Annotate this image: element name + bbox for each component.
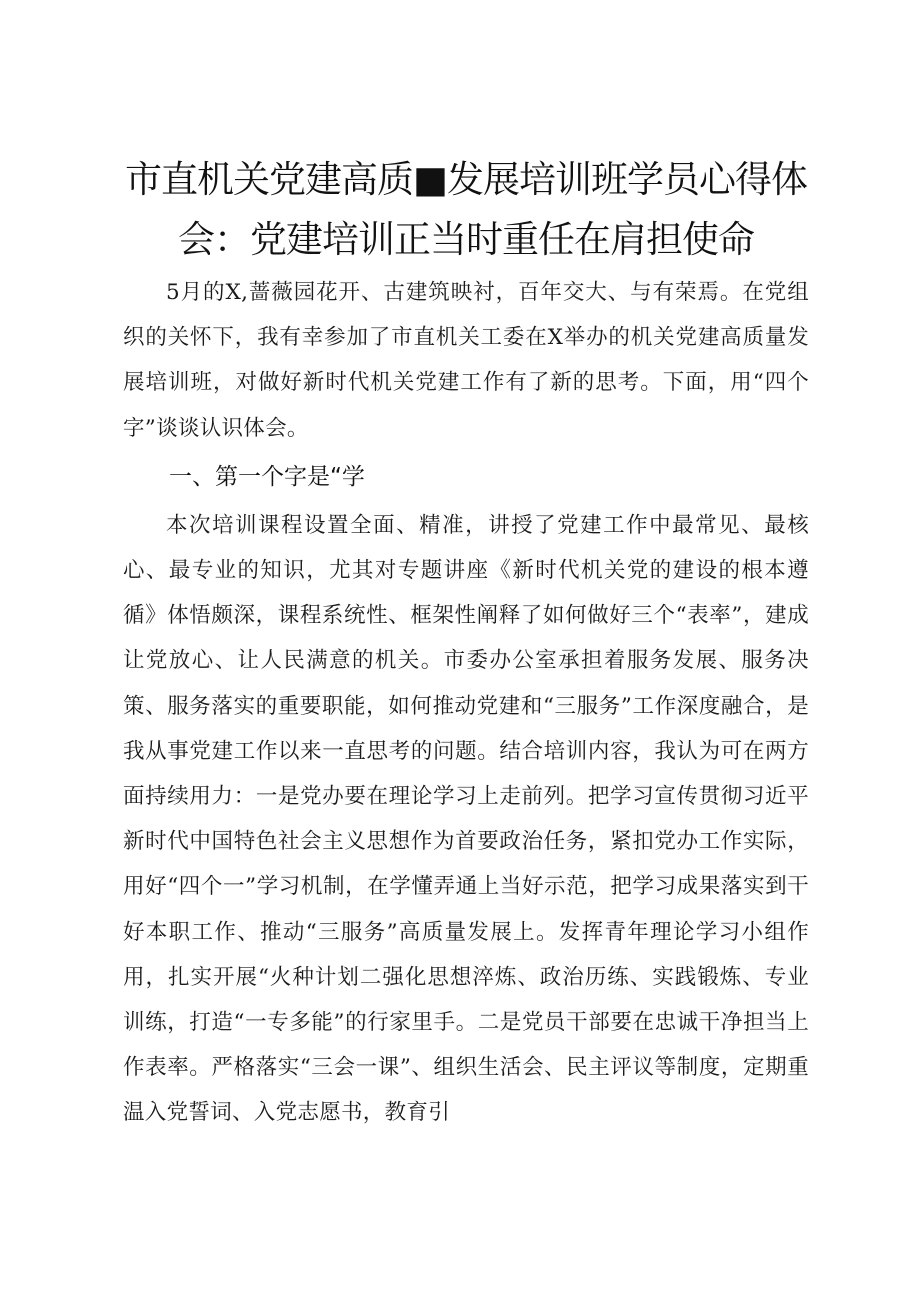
section-1-paragraph: 本次培训课程设置全面、精准，讲授了党建工作中最常见、最核心、最专业的知识，尤其对专题讲座《新时代机关党的建设的根本遵循》体悟颇深，课程系统性、框架性阐释了如何做好三个“表率”，建成让党放心、让人民满意的机关。市委办公室承担着服务发展、服务决策、服务落实的重要职能，如何推动党建和“三服务”工作深度融合，是我从事党建工作以来一直思考的问题。结合培训内容，我认为可在两方面持续用力：一是党办要在理论学习上走前列。把学习宣传贯彻习近平新时代中国特色社会主义思想作为首要政治任务，紧扣党办工作实际，用好“四个一”学习机制，在学懂弄通上当好示范，把学习成果落实到干好本职工作、推动“三服务”高质量发展上。发挥青年理论学习小组作用，扎实开展“火种计划二强化思想淬炼、政治历练、实践锻炼、专业训练，打造“一专多能”的行家里手。二是党员干部要在忠诚干净担当上作表率。严格落实“三会一课”、组织生活会、民主评议等制度，定期重温入党誓词、入党志愿书，教育引 [123,512,809,1126]
intro-paragraph: 5月的X,蔷薇园花开、古建筑映衬，百年交大、与有荣焉。在党组织的关怀下，我有幸参加了市直机关工委在X举办的机关党建高质量发展培训班，对做好新时代机关党建工作有了新的思考。下面，用“四个字”谈谈认识体会。 [123,280,809,441]
document-page [123,150,809,1136]
section-heading-1: 一、第一个字是“学 [169,463,365,490]
title-line-2: 会：党建培训正当时重任在肩担使命 [178,218,754,261]
document-title [123,150,809,270]
title-line-1: 市直机关党建高质■发展培训班学员心得体 [125,158,807,201]
